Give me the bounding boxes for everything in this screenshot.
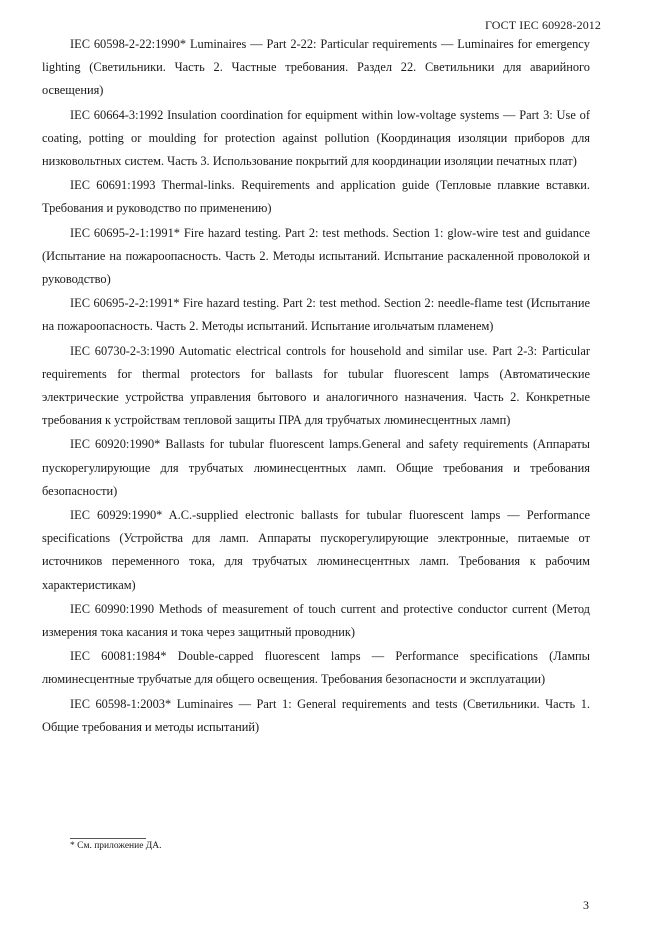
reference-item: IEC 60081:1984* Double-capped fluorescent lamps — Performance specifications (Лампы люминесцентные трубчатые для общего освещения. Требования безопасности и эксплуатации) (42, 649, 590, 687)
footnote-divider (70, 838, 146, 839)
reference-item: IEC 60730-2-3:1990 Automatic electrical controls for household and similar use. Part 2-3: Particular requirements for thermal protectors for ballasts for tubular fluorescent lamps (Автоматические электрические устройства управления бытового и аналогичного назначения. Часть 2. Конкретные требования к устройствам тепловой защиты ПРА для трубчатых люминесцентных ламп) (42, 343, 590, 428)
reference-item: IEC 60691:1993 Thermal-links. Requirements and application guide (Тепловые плавкие вставки. Требования и руководство по применению) (42, 178, 590, 216)
reference-item: IEC 60598-1:2003* Luminaires — Part 1: General requirements and tests (Светильники. Часть 1. Общие требования и методы испытаний) (42, 696, 590, 734)
footnote: * См. приложение ДА. (70, 841, 162, 851)
reference-item: IEC 60695-2-2:1991* Fire hazard testing. Part 2: test method. Section 2: needle-flame test (Испытание на пожароопасность. Часть 2. Методы испытаний. Испытание игольчатым пламенем) (42, 296, 590, 334)
reference-item: IEC 60929:1990* A.C.-supplied electronic ballasts for tubular fluorescent lamps — Performance specifications (Устройства для ламп. Аппараты пускорегулирующие электронные, питаемые от источников переменного тока, для трубчатых люминесцентных ламп. Требования к рабочим характеристикам) (42, 508, 590, 592)
reference-item: IEC 60598-2-22:1990* Luminaires — Part 2-22: Particular requirements — Luminaires for emergency lighting (Светильники. Часть 2. Частные требования. Раздел 22. Светильники для аварийного освещения) (42, 37, 590, 98)
normative-references-list (42, 33, 590, 740)
page-number: 3 (583, 898, 589, 912)
reference-item: IEC 60990:1990 Methods of measurement of touch current and protective conductor current (Метод измерения тока касания и тока через защитный проводник) (42, 601, 590, 640)
reference-item: IEC 60664-3:1992 Insulation coordination for equipment within low-voltage systems — Part 3: Use of coating, potting or moulding for protection against pollution (Координация изоляции приборов для низковольтных систем. Часть 3. Использование покрытий для координации изоляции печатных плат) (42, 107, 590, 169)
reference-item: IEC 60695-2-1:1991* Fire hazard testing. Part 2: test methods. Section 1: glow-wire test and guidance (Испытание на пожароопасность. Часть 2. Методы испытаний. Испытание раскаленной проволокой и руководство) (42, 225, 590, 287)
reference-item: IEC 60920:1990* Ballasts for tubular fluorescent lamps.General and safety requirements (Аппараты пускорегулирующие для трубчатых люминесцентных ламп. Общие требования и требования безопасности) (42, 437, 590, 498)
document-code-header: ГОСТ IEC 60928-2012 (484, 18, 601, 32)
